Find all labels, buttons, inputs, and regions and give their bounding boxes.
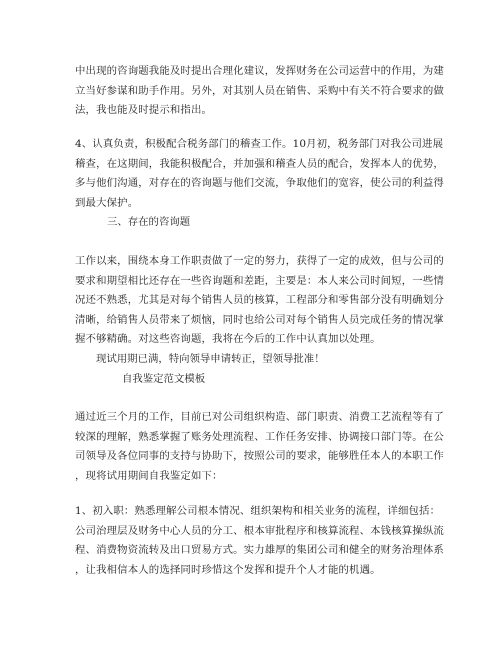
text-line: 4、认真负责，积极配合税务部门的稽查工作。10月初，税务部门对我公司进展 [75,138,444,150]
text-line: 1、初入职：熟悉理解公司根本情况、组织架构和相关业务的流程，详细包括： [75,505,441,517]
section-heading-issues: 三、存在的咨询题 [107,216,191,228]
text-line: 况还不熟悉，尤其是对每个销售人员的核算，工程部分和零售部分没有明确划分 [75,294,444,306]
text-line: 程、消费物资流转及出口贸易方式。实力雄厚的集团公司和健全的财务治理体系 [75,544,444,556]
paragraph-self-appraisal [75,408,444,486]
text-line: ，让我相信本人的选择同时珍惜这个发挥和提升个人才能的机遇。 [75,563,381,576]
text-line: 到最大保护。 [75,196,139,209]
text-line: 较深的理解，熟悉掌握了账务处理流程、工作任务安排、协调接口部门等。在公 [75,430,444,443]
paragraph-issues [75,252,444,350]
text-line: 握不够精确。对这些咨询题，我将在今后的工作中认真加以处理。 [75,333,381,345]
template-title: 自我鉴定范文模板 [122,373,206,385]
text-line: 多与他们沟通，对存在的咨询题与他们交流，争取他们的宽容，使公司的利益得 [75,177,444,189]
text-line: 稽查，在这期间，我能积极配合，并加强和稽查人员的配合，发挥本人的优势， [75,157,444,170]
text-line: ，现将试用期间自我鉴定如下： [75,469,223,482]
text-line: 立当好参谋和助手作用。另外，对其别人员在销售、采购中有关不符合要求的做 [75,84,444,97]
text-line: 要求和期望相比还存在一些咨询题和差距，主要是：本人来公司时间短，一些情 [75,274,444,287]
text-line: 通过近三个月的工作，目前已对公司组织构造、部门职责、消费工艺流程等有了 [75,411,444,423]
text-line: 司领导及各位同事的支持与协助下，按照公司的要求，能够胜任本人的本职工作 [75,450,444,462]
closing-request: 现试用期已满，特向领导申请转正，望领导批准！ [96,353,325,365]
paragraph-onboarding [75,502,444,580]
paragraph-financial-advice [75,62,444,121]
text-line: 中出现的咨询题我能及时提出合理化建议，发挥财务在公司运营中的作用，为建 [75,65,444,77]
text-line: 公司治理层及财务中心人员的分工、根本审批程序和核算流程、本钱核算操纵流 [75,524,444,537]
paragraph-tax-audit [75,135,444,213]
text-line: 法，我也能及时提示和指出。 [75,104,213,116]
text-line: 清晰，给销售人员带来了烦恼，同时也给公司对每个销售人员完成任务的情况掌 [75,313,444,326]
text-line: 工作以来，围绕本身工作职责做了一定的努力，获得了一定的成效，但与公司的 [75,255,444,267]
